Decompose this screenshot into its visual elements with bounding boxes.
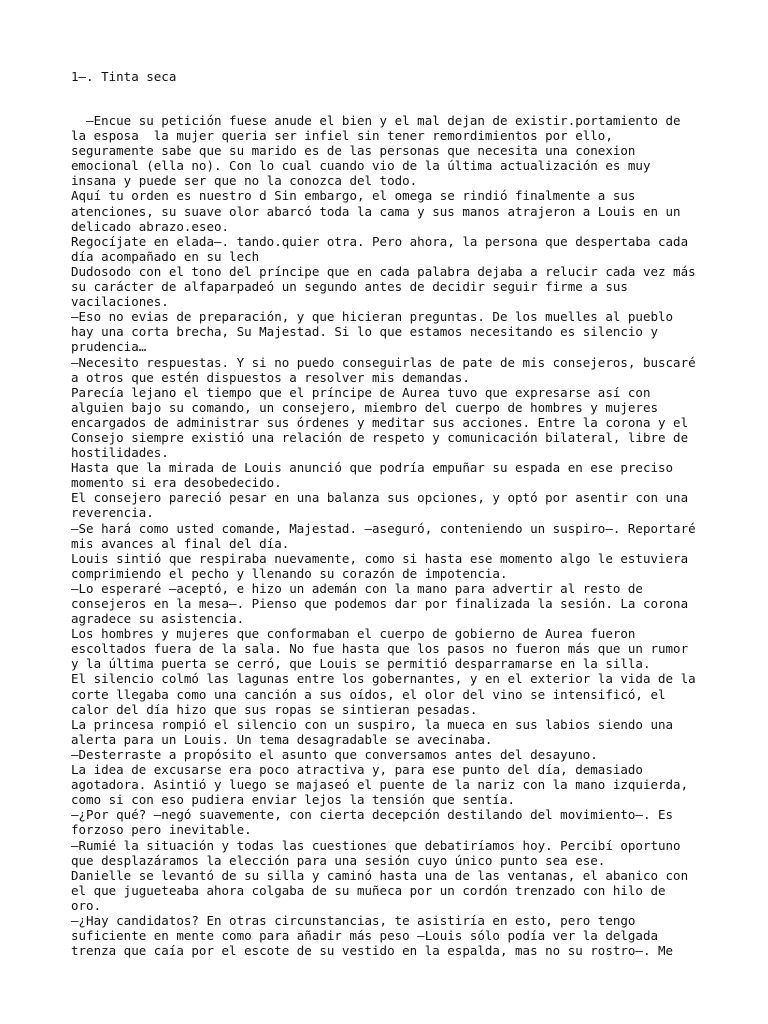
text-line: —Se hará como usted comande, Majestad. —aseguró, conteniendo un suspiro—. Reportaré	[71, 520, 696, 536]
text-line: encargados de administrar sus órdenes y meditar sus acciones. Entre la corona y el	[71, 414, 689, 430]
text-line: —Eso no evias de preparación, y que hicieran preguntas. De los muelles al pueblo	[71, 309, 674, 325]
text-line: Louis sintió que respiraba nuevamente, como si hasta ese momento algo le estuviera	[71, 550, 689, 566]
text-line: —Desterraste a propósito el asunto que conversamos antes del desayuno.	[71, 746, 598, 762]
text-line: agradece su asistencia.	[71, 611, 245, 627]
text-line: prudencia…	[71, 339, 147, 355]
text-line: el que jugueteaba ahora colgaba de su muñeca por un cordón trenzado con hilo de	[71, 882, 666, 898]
text-line: delicado abrazo.eseo.	[71, 218, 230, 234]
text-line: —Encue su petición fuese anude el bien y el mal dejan de existir.portamiento de	[71, 113, 681, 128]
text-line: Hasta que la mirada de Louis anunció que podría empuñar su espada en ese preciso	[71, 460, 674, 476]
text-line: trenza que caía por el escote de su vestido en la espalda, mas no su rostro—. Me	[71, 943, 674, 959]
text-line: la esposa la mujer queria ser infiel sin tener remordimientos por ello,	[71, 128, 613, 144]
text-line: Danielle se levantó de su silla y caminó hasta una de las ventanas, el abanico con	[71, 867, 689, 883]
text-line: vacilaciones.	[71, 294, 169, 310]
text-line: Dudosodo con el tono del príncipe que en cada palabra dejaba a relucir cada vez más	[71, 263, 696, 279]
text-line: su carácter de alfaparpadeó un segundo antes de decidir seguir firme a sus	[71, 279, 628, 295]
text-line: Aquí tu orden es nuestro d Sin embargo, el omega se rindió finalmente a sus	[71, 188, 636, 204]
text-line: —Necesito respuestas. Y si no puedo conseguirlas de pate de mis consejeros, buscaré	[71, 354, 696, 370]
text-line: seguramente sabe que su marido es de las personas que necesita una conexion	[71, 143, 636, 159]
text-line: Regocíjate en elada—. tando.quier otra. Pero ahora, la persona que despertaba cada	[71, 233, 689, 249]
text-line: oro.	[71, 897, 102, 913]
text-line: —¿Hay candidatos? En otras circunstancias, te asistiría en esto, pero tengo	[71, 912, 636, 928]
text-line: forzoso pero inevitable.	[71, 822, 252, 838]
text-line: comprimiendo el pecho y llenando su corazón de impotencia.	[71, 565, 508, 581]
text-line: La princesa rompió el silencio con un suspiro, la mueca en sus labios siendo una	[71, 716, 674, 732]
text-line: atenciones, su suave olor abarcó toda la cama y sus manos atrajeron a Louis en un	[71, 203, 681, 219]
text-line: —Rumié la situación y todas las cuestiones que debatiríamos hoy. Percibí oportuno	[71, 837, 681, 853]
text-line: hay una corta brecha, Su Majestad. Si lo que estamos necesitando es silencio y	[71, 324, 658, 340]
text-line: El silencio colmó las lagunas entre los gobernantes, y en el exterior la vida de la	[71, 671, 696, 687]
text-line: El consejero pareció pesar en una balanza sus opciones, y optó por asentir con una	[71, 490, 689, 506]
text-line: calor del día hizo que sus ropas se sintieran pesadas.	[71, 701, 478, 717]
text-line: Los hombres y mujeres que conformaban el cuerpo de gobierno de Aurea fueron	[71, 626, 636, 642]
text-line: momento si era desobedecido.	[71, 475, 282, 491]
text-line: consejeros en la mesa—. Pienso que podemos dar por finalizada la sesión. La corona	[71, 596, 689, 611]
chapter-title: 1—. Tinta seca	[71, 69, 177, 84]
text-line: y la última puerta se cerró, que Louis se permitió desparramarse en la silla.	[71, 656, 651, 672]
text-line: a otros que estén dispuestos a resolver mis demandas.	[71, 369, 470, 385]
text-line: alguien bajo su comando, un consejero, miembro del cuerpo de hombres y mujeres	[71, 399, 658, 415]
text-line: Consejo siempre existió una relación de respeto y comunicación bilateral, libre de	[71, 429, 689, 445]
text-line: emocional (ella no). Con lo cual cuando vio de la última actualización es muy	[71, 158, 651, 174]
text-line: escoltados fuera de la sala. No fue hasta que los pasos no fueron más que un rumor	[71, 641, 689, 657]
text-line: La idea de excusarse era poco atractiva y, para ese punto del día, demasiado	[71, 762, 643, 778]
text-line: Parecía lejano el tiempo que el príncipe de Aurea tuvo que expresarse así con	[71, 384, 651, 400]
document-body	[71, 113, 731, 958]
text-line: que desplazáramos la elección para una sesión cuyo único punto sea ese.	[71, 852, 606, 868]
text-line: —¿Por qué? —negó suavemente, con cierta decepción destilando del movimiento—. Es	[71, 807, 674, 823]
text-line: hostilidades.	[71, 445, 169, 461]
text-line: suficiente en mente como para añadir más peso —Louis sólo podía ver la delgada	[71, 928, 658, 944]
text-line: día acompañado en su lech	[71, 248, 260, 264]
text-line: mis avances al final del día.	[71, 535, 290, 551]
text-line: como si con eso pudiera enviar lejos la tensión que sentía.	[71, 792, 516, 808]
text-line: —Lo esperaré —aceptó, e hizo un ademán con la mano para advertir al resto de	[71, 580, 643, 596]
text-line: alerta para un Louis. Un tema desagradable se avecinaba.	[71, 731, 493, 747]
text-line: insana y puede ser que no la conozca del todo.	[71, 173, 418, 189]
text-line: reverencia.	[71, 505, 154, 521]
text-line: corte llegaba como una canción a sus oídos, el olor del vino se intensificó, el	[71, 686, 666, 702]
text-line: agotadora. Asintió y luego se majaseó el puente de la nariz con la mano izquierda,	[71, 777, 689, 793]
